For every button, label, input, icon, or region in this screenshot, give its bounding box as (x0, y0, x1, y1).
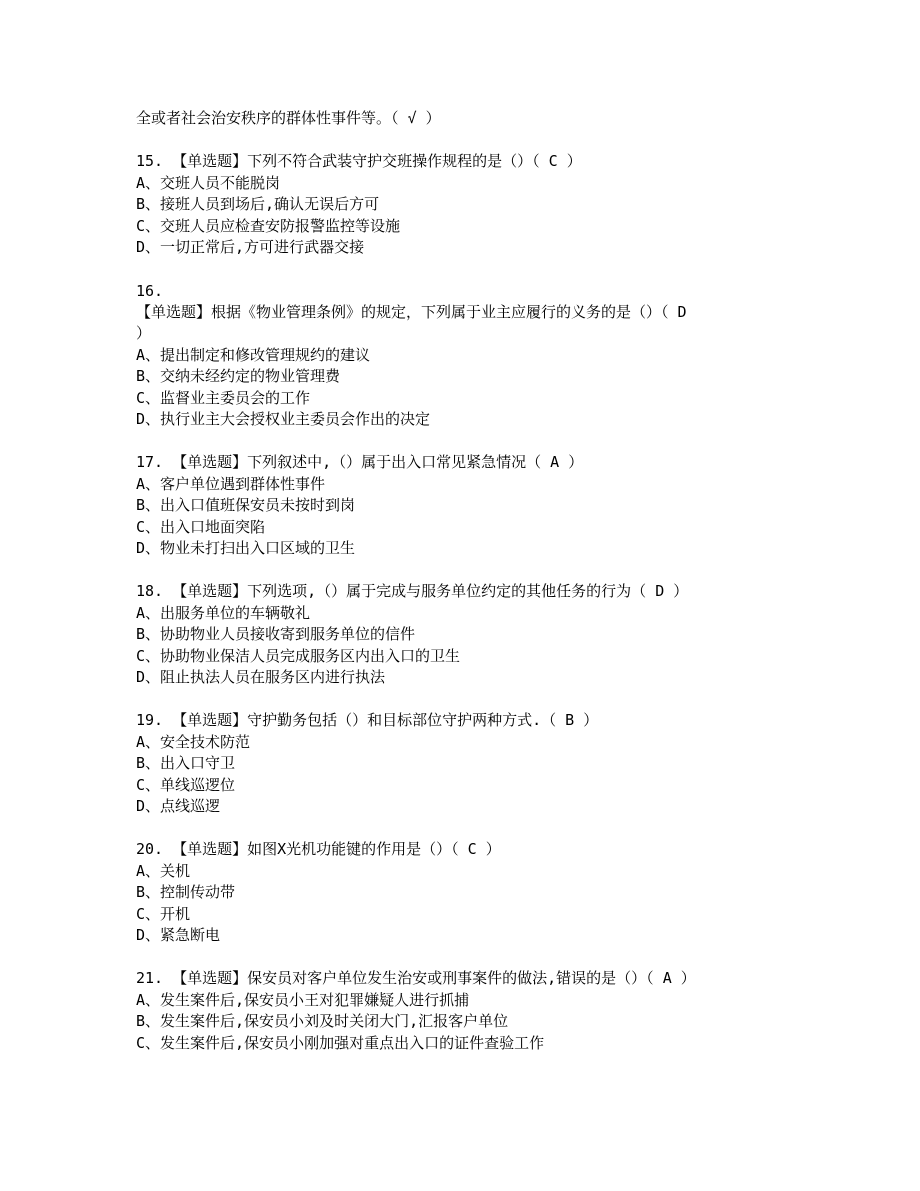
question-19-option-d: D、点线巡逻 (136, 797, 221, 815)
question-18-option-a: A、出服务单位的车辆敬礼 (136, 604, 311, 622)
question-21-option-b: B、发生案件后,保安员小刘及时关闭大门,汇报客户单位 (136, 1012, 509, 1030)
question-17-stem: 17. 【单选题】下列叙述中,（）属于出入口常见紧急情况（ A ） (136, 453, 584, 471)
question-15-option-c: C、交班人员应检查安防报警监控等设施 (136, 217, 401, 235)
question-15-option-d: D、一切正常后,方可进行武器交接 (136, 238, 365, 256)
question-21-option-c: C、发生案件后,保安员小刚加强对重点出入口的证件查验工作 (136, 1034, 545, 1052)
question-18-option-c: C、协助物业保洁人员完成服务区内出入口的卫生 (136, 647, 461, 665)
question-16-option-c: C、监督业主委员会的工作 (136, 389, 311, 407)
question-15-stem: 15. 【单选题】下列不符合武装守护交班操作规程的是（）（ C ） (136, 152, 582, 170)
question-20-stem: 20. 【单选题】如图X光机功能键的作用是（）（ C ） (136, 840, 501, 858)
question-19-option-b: B、出入口守卫 (136, 754, 236, 772)
question-16-option-a: A、提出制定和修改管理规约的建议 (136, 346, 371, 364)
question-20-option-b: B、控制传动带 (136, 883, 236, 901)
question-20-option-d: D、紧急断电 (136, 926, 221, 944)
question-16-number: 16. (136, 282, 164, 300)
question-16-stem: 【单选题】根据《物业管理条例》的规定，下列属于业主应履行的义务的是（）（ D (136, 303, 687, 321)
question-18-option-d: D、阻止执法人员在服务区内进行执法 (136, 668, 386, 686)
question-17-option-d: D、物业未打扫出入口区域的卫生 (136, 539, 356, 557)
question-21-option-a: A、发生案件后,保安员小王对犯罪嫌疑人进行抓捕 (136, 991, 470, 1009)
question-21-stem: 21. 【单选题】保安员对客户单位发生治安或刑事案件的做法,错误的是（）（ A ） (136, 969, 696, 987)
question-16-option-b: B、交纳未经约定的物业管理费 (136, 367, 341, 385)
question-16-stem-end: ） (136, 324, 152, 342)
question-20-option-c: C、开机 (136, 905, 191, 923)
question-17-option-a: A、客户单位遇到群体性事件 (136, 475, 326, 493)
question-17-option-c: C、出入口地面突陷 (136, 518, 266, 536)
question-19-option-c: C、单线巡逻位 (136, 776, 236, 794)
question-19-stem: 19. 【单选题】守护勤务包括（）和目标部位守护两种方式.（ B ） (136, 711, 599, 729)
question-19-option-a: A、安全技术防范 (136, 733, 251, 751)
question-16-option-d: D、执行业主大会授权业主委员会作出的决定 (136, 410, 431, 428)
question-18-stem: 18. 【单选题】下列选项,（）属于完成与服务单位约定的其他任务的行为（ D ） (136, 582, 689, 600)
question-20-option-a: A、关机 (136, 862, 191, 880)
text-line-continuation: 全或者社会治安秩序的群体性事件等。（ √ ） (136, 109, 441, 127)
question-15-option-b: B、接班人员到场后,确认无误后方可 (136, 195, 380, 213)
question-18-option-b: B、协助物业人员接收寄到服务单位的信件 (136, 625, 416, 643)
question-17-option-b: B、出入口值班保安员未按时到岗 (136, 496, 356, 514)
question-15-option-a: A、交班人员不能脱岗 (136, 174, 281, 192)
